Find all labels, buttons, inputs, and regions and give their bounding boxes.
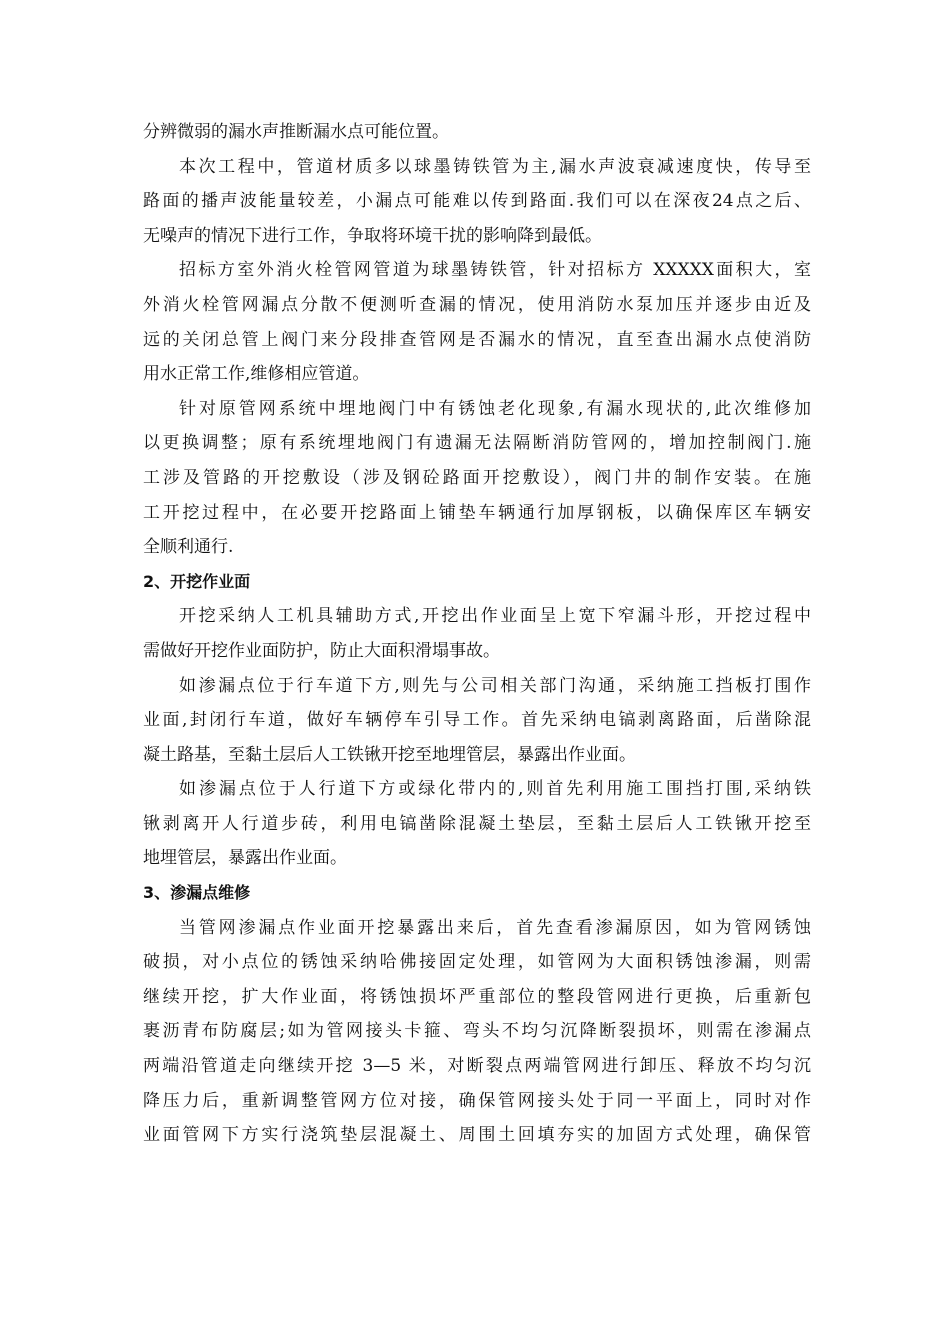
section-heading: 2、开挖作业面 — [143, 571, 251, 591]
text-line: 裹沥青布防腐层;如为管网接头卡箍、弯头不均匀沉降断裂损坏，则需在渗漏点 — [143, 1021, 811, 1042]
paragraph — [143, 150, 811, 254]
document-page — [143, 115, 811, 1153]
text-line: 全顺利通行. — [143, 537, 234, 558]
text-line: 工开挖过程中，在必要开挖路面上铺垫车辆通行加厚钢板，以确保库区车辆安 — [143, 502, 811, 523]
text-line: 分辨微弱的漏水声推断漏水点可能位置。 — [143, 122, 449, 142]
section-heading: 3、渗漏点维修 — [143, 883, 251, 903]
text-line: 锹剥离开人行道步砖，利用电镐凿除混凝土垫层，至黏土层后人工铁锹开挖至 — [143, 813, 811, 834]
text-line: 远的关闭总管上阀门来分段排查管网是否漏水的情况，直至查出漏水点使消防 — [143, 329, 811, 350]
paragraph — [143, 253, 811, 391]
text-line: 开挖采纳人工机具辅助方式,开挖出作业面呈上宽下窄漏斗形，开挖过程中 — [179, 606, 811, 627]
paragraph — [143, 772, 811, 876]
text-line: 用水正常工作,维修相应管道。 — [143, 364, 370, 385]
text-line: 招标方室外消火栓管网管道为球墨铸铁管，针对招标方 XXXXX面积大，室 — [179, 260, 811, 281]
text-line: 针对原管网系统中埋地阀门中有锈蚀老化现象,有漏水现状的,此次维修加 — [179, 398, 811, 419]
text-line: 降压力后，重新调整管网方位对接，确保管网接头处于同一平面上，同时对作 — [143, 1090, 811, 1111]
paragraph — [143, 115, 811, 150]
text-line: 路面的播声波能量较差，小漏点可能难以传到路面.我们可以在深夜24点之后、 — [143, 191, 811, 212]
text-line: 地埋管层，暴露出作业面。 — [143, 848, 347, 869]
text-line: 凝土路基，至黏土层后人工铁锹开挖至地埋管层，暴露出作业面。 — [143, 744, 636, 765]
text-line: 当管网渗漏点作业面开挖暴露出来后，首先查看渗漏原因，如为管网锈蚀 — [179, 917, 811, 938]
text-line: 本次工程中，管道材质多以球墨铸铁管为主,漏水声波衰减速度快，传导至 — [179, 156, 811, 177]
text-line: 如渗漏点位于人行道下方或绿化带内的,则首先利用施工围挡打围,采纳铁 — [179, 779, 811, 800]
paragraph — [143, 599, 811, 668]
text-line: 业面,封闭行车道，做好车辆停车引导工作。首先采纳电镐剥离路面，后凿除混 — [143, 710, 811, 731]
text-line: 以更换调整；原有系统埋地阀门有遗漏无法隔断消防管网的，增加控制阀门.施 — [143, 433, 811, 454]
paragraph — [143, 911, 811, 1153]
text-line: 业面管网下方实行浇筑垫层混凝土、周围土回填夯实的加固方式处理，确保管 — [143, 1125, 811, 1146]
text-line: 工涉及管路的开挖敷设（涉及钢砼路面开挖敷设），阀门井的制作安装。在施 — [143, 467, 811, 488]
text-line: 两端沿管道走向继续开挖 3—5 米，对断裂点两端管网进行卸压、释放不均匀沉 — [143, 1056, 811, 1077]
paragraph — [143, 392, 811, 565]
paragraph — [143, 669, 811, 773]
text-line: 破损，对小点位的锈蚀采纳哈佛接固定处理，如管网为大面积锈蚀渗漏，则需 — [143, 952, 811, 973]
text-line: 需做好开挖作业面防护，防止大面积滑塌事故。 — [143, 640, 500, 661]
text-line: 如渗漏点位于行车道下方,则先与公司相关部门沟通，采纳施工挡板打围作 — [179, 675, 811, 696]
text-line: 外消火栓管网漏点分散不便测听查漏的情况，使用消防水泵加压并逐步由近及 — [143, 294, 811, 315]
text-line: 继续开挖，扩大作业面，将锈蚀损坏严重部位的整段管网进行更换，后重新包 — [143, 986, 811, 1007]
text-line: 无噪声的情况下进行工作，争取将环境干扰的影响降到最低。 — [143, 225, 602, 246]
